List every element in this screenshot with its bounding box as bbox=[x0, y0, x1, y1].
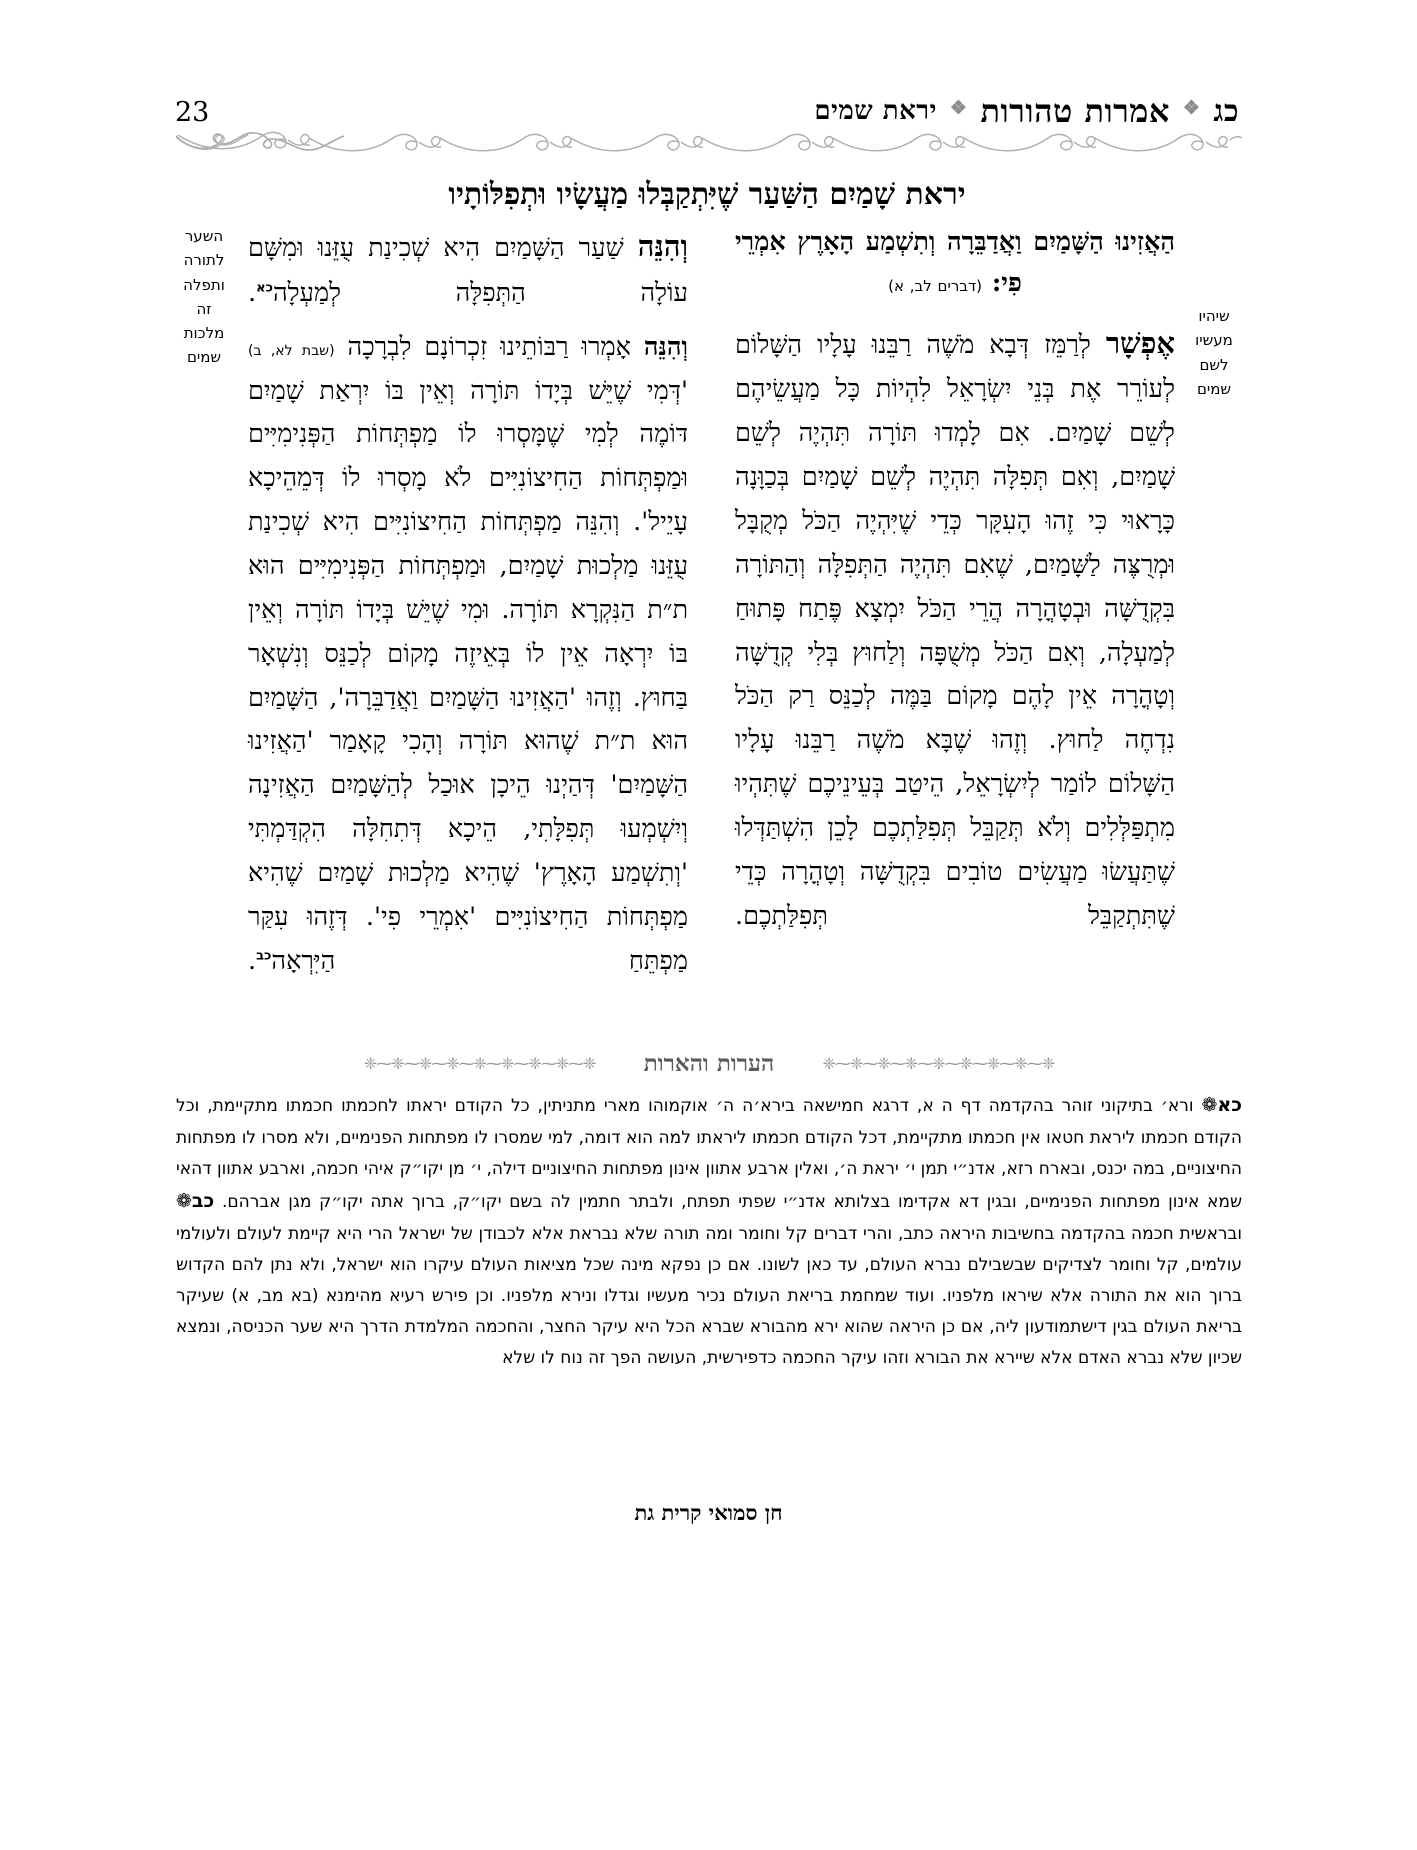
commentary-body bbox=[176, 1088, 1242, 1374]
ornament-left-icon: ❈⁓❈⁓❈⁓❈⁓❈⁓❈⁓❈⁓❈⁓❈ bbox=[822, 1053, 1055, 1073]
column-left bbox=[248, 222, 688, 984]
paragraph-text-cont: 'דְּמִי שֶׁיֵּשׁ בְּיָדוֹ תּוֹרָה וְאֵין בּוֹ יִרְאַת שָׁמַיִם דּוֹמֶה לְמִי שֶׁמָּסְרוּ לוֹ מַפְתְּחוֹת הַפְּנִימִיִּים וּמַפְתְּחוֹת הַחִיצוֹנִיִּים לֹא מָסְרוּ לוֹ דְּמֵהֵיכָא עָיֵיל'. וְהִנֵּה מַפְתְּחוֹת הַחִיצוֹנִיִּים הִיא שְׁכִינַת עֻזֵּנוּ מַלְכוּת שָׁמַיִם, וּמַפְתְּחוֹת הַפְּנִימִיִּים הוּא ת״ת הַנִּקְרָא תּוֹרָה. וּמִי שֶׁיֵּשׁ בְּיָדוֹ תּוֹרָה וְאֵין בּוֹ יִרְאָה אֵין לוֹ בְּאֵיזֶה מָקוֹם לְכַנֵּס וְנִשְׁאָר בַּחוּץ. וְזֶהוּ 'הַאֲזִינוּ הַשָּׁמַיִם וַאֲדַבֵּרָה', הַשָּׁמַיִם הוּא ת״ת שֶׁהוּא תּוֹרָה וְהָכִי קָאָמַר 'הַאֲזִינוּ הַשָּׁמַיִם' דְּהַיְנוּ הֵיכָן אוּכַל לְהַשָּׁמַיִם הַאֲזִינָה וְיִשְׁמְעוּ תְּפִלָּתִי, הֵיכָא דְּתִחִלָּה הִקְדַּמְתִּי 'וְתִשְׁמַע הָאָרֶץ' שֶׁהִיא מַלְכוּת שָׁמַיִם שֶׁהִיא מַפְתְּחוֹת הַחִיצוֹנִיִּים 'אִמְרֵי פִי'. דְּזֶהוּ עִקַּר מַפְתֵּחַ הַיִּרְאָה bbox=[248, 375, 688, 976]
verse-source: (דברים לב, א) bbox=[888, 277, 982, 296]
note-text-21: ורא׳ בתיקוני זוהר בהקדמה דף ה א, דרגא חמישאה בירא׳ה ה׳ אוקמוהו מארי מתניתין, כל הקודם יראתו לחכמתו חכמתו מתקיימת, וכל הקודם חכמתו ליראת חטאו אין חכמתו מתקיימת, דכל הקודם חכמתו ליראתו למה הוא דומה, למי שמסרו לו מפתחות הפנימיים, ולא מסרו לו מפתחות החיצוניים, במה יכנס, ובארח רזא, אדנ״י תמן י׳ יראת ה׳, ואלין ארבע אתוון אינון מפתחות החיצוניים דילה, י׳ מן יקו״ק איהי חכמה, וארבע אתוון דהאי שמא אינון מפתחות הפנימיים, ובגין דא אקדימו בצלותא אדנ״י שפתי תפתח, ולבתר חתמין לה בשם יקו״ק, ברוך אתה יקו״ק מגן אברהם. bbox=[176, 1096, 1242, 1213]
paragraph-left-2: וְהִנֵּה אָמְרוּ רַבּוֹתֵינוּ זִכְרוֹנָם לִבְרָכָה (שבת לא, ב) 'דְּמִי שֶׁיֵּשׁ בְּיָדוֹ תּוֹרָה וְאֵין בּוֹ יִרְאַת שָׁמַיִם דּוֹמֶה לְמִי שֶׁמָּסְרוּ לוֹ מַפְתְּחוֹת הַפְּנִימִיִּים וּמַפְתְּחוֹת הַחִיצוֹנִיִּים לֹא מָסְרוּ לוֹ דְּמֵהֵיכָא עָיֵיל'. וְהִנֵּה מַפְתְּחוֹת הַחִיצוֹנִיִּים הִיא שְׁכִינַת עֻזֵּנוּ מַלְכוּת שָׁמַיִם, וּמַפְתְּחוֹת הַפְּנִימִיִּים הוּא ת״ת הַנִּקְרָא תּוֹרָה. וּמִי שֶׁיֵּשׁ בְּיָדוֹ תּוֹרָה וְאֵין בּוֹ יִרְאָה אֵין לוֹ בְּאֵיזֶה מָקוֹם לְכַנֵּס וְנִשְׁאָר בַּחוּץ. וְזֶהוּ 'הַאֲזִינוּ הַשָּׁמַיִם וַאֲדַבֵּרָה', הַשָּׁמַיִם הוּא ת״ת שֶׁהוּא תּוֹרָה וְהָכִי קָאָמַר 'הַאֲזִינוּ הַשָּׁמַיִם' דְּהַיְנוּ הֵיכָן אוּכַל לְהַשָּׁמַיִם הַאֲזִינָה וְיִשְׁמְעוּ תְּפִלָּתִי, הֵיכָא דְּתִחִלָּה הִקְדַּמְתִּי 'וְתִשְׁמַע הָאָרֶץ' שֶׁהִיא מַלְכוּת שָׁמַיִם שֶׁהִיא מַפְתְּחוֹת הַחִיצוֹנִיִּים 'אִמְרֵי פִי'. דְּזֶהוּ עִקַּר מַפְתֵּחַ הַיִּרְאָה$^{כב}$. bbox=[248, 331, 689, 976]
column-right bbox=[735, 222, 1175, 939]
verse-text: הַאֲזִינוּ הַשָּׁמַיִם וַאֲדַבֵּרָה וְתִשְׁמַע הָאָרֶץ אִמְרֵי פִי: bbox=[735, 227, 1175, 299]
ornament-right-icon: ❈⁓❈⁓❈⁓❈⁓❈⁓❈⁓❈⁓❈⁓❈ bbox=[363, 1053, 596, 1073]
margin-gloss-left: השער לתורה ותפלה זה מלכות שמים bbox=[183, 227, 225, 367]
footnote-ref-21[interactable]: כא bbox=[256, 280, 273, 296]
commentary-note: כא❁ ורא׳ בתיקוני זוהר בהקדמה דף ה א, דרגא חמישאה בירא׳ה ה׳ אוקמוהו מארי מתניתין, כל הקודם יראתו לחכמתו חכמתו מתקיימת, וכל הקודם חכמתו ליראת חטאו אין חכמתו מתקיימת, דכל הקודם חכמתו ליראתו למה הוא דומה, למי שמסרו לו מפתחות הפנימיים, ולא מסרו לו מפתחות החיצוניים, במה יכנס, ובארח רזא, אדנ״י תמן י׳ יראת ה׳, ואלין ארבע אתוון אינון מפתחות החיצוניים דילה, י׳ מן יקו״ק איהי חכמה, וארבע אתוון דהאי שמא אינון מפתחות הפנימיים, ובגין דא אקדימו בצלותא אדנ״י שפתי תפתח, ולבתר חתמין לה בשם יקו״ק, ברוך אתה יקו״ק מגן אברהם. כב❁ ובראשית חכמה בהקדמה בחשיבות היראה כתב, והרי דברים קל וחומר ומה תורה שלא נבראת אלא לכבודן של ישראל הרי היא קיימת לעולם ולעולמי עולמים, קל וחומר לצדיקים שבשבילם נברא העולם, עד כאן לשונו. אם כן נפקא מינה שכל מציאות העולם עיקרו הוא ישראל, ולא נתן להם הקדוש ברוך הוא את התורה אלא שיראו מלפניו. ועוד שמחמת בריאת העולם נכיר מעשיו וגדלו ונירא מלפניו. וכן פירש רעיא מהימנא (בא מב, א) שעיקר בריאת העולם בגין דישתמודעון ליה, אם כן היראה שהוא ירא מהבורא שברא הכל היא עיקר החצר, והחכמה המלמדת הדרך היא שער הכניסה, ונמצא שכיון שלא נברא האדם אלא שיירא את הבורא וזהו עיקר החכמה כדפירשית, העושה הפך זה נוח לו שלא bbox=[176, 1094, 1243, 1368]
decorative-rule bbox=[176, 131, 1242, 157]
section-title: יראת שָׁמַיִם הַשַּׁעַר שֶׁיִּתְקַבְּלוּ מַעֲשָׂיו וּתְפִלּוֹתָיו bbox=[448, 177, 966, 212]
page-footer: חן סמואי קרית גת bbox=[634, 1500, 783, 1525]
footnote-ref-22[interactable]: כב bbox=[256, 948, 272, 964]
commentary-title: הערות והארות bbox=[643, 1049, 775, 1077]
talmud-source: (שבת לא, ב) bbox=[248, 342, 335, 359]
note-text-22: ובראשית חכמה בהקדמה בחשיבות היראה כתב, והרי דברים קל וחומר ומה תורה שלא נבראת אלא לכבודן של ישראל הרי היא קיימת לעולם ולעולמי עולמים, קל וחומר לצדיקים שבשבילם נברא העולם, עד כאן לשונו. אם כן נפקא מינה שכל מציאות העולם עיקרו הוא ישראל, ולא נתן להם הקדוש ברוך הוא את התורה אלא שיראו מלפניו. ועוד שמחמת בריאת העולם נכיר מעשיו וגדלו ונירא מלפניו. וכן פירש רעיא מהימנא (בא מב, א) שעיקר בריאת העולם בגין דישתמודעון ליה, אם כן היראה שהוא ירא מהבורא שברא הכל היא עיקר החצר, והחכמה המלמדת הדרך היא שער הכניסה, ונמצא שכיון שלא נברא האדם אלא שיירא את הבורא וזהו עיקר החכמה כדפירשית, העושה הפך זה נוח לו שלא bbox=[176, 1224, 1242, 1368]
paragraph-opening-word: אֶפְשָׁר bbox=[1105, 325, 1175, 360]
ornament-icon: ❖ bbox=[949, 96, 968, 119]
paragraph-opening-word: וְהִנֵּה bbox=[643, 331, 689, 362]
topic-title: יראת שמים bbox=[814, 96, 937, 126]
paragraph-text: אָמְרוּ רַבּוֹתֵינוּ זִכְרוֹנָם לִבְרָכָה bbox=[347, 331, 631, 362]
margin-gloss-right: שיהיו מעשיו לשם שמים bbox=[1195, 307, 1233, 398]
paragraph-opening-word: וְהִנֵּה bbox=[637, 229, 688, 263]
book-title: אמרות טהורות bbox=[980, 92, 1170, 130]
page-number: 23 bbox=[175, 96, 210, 128]
hebrew-page-number: כג bbox=[1213, 93, 1239, 129]
note-mark-21: כא bbox=[1217, 1094, 1243, 1116]
main-text-area bbox=[176, 222, 1241, 1012]
paragraph-text: שַׁעַר הַשָּׁמַיִם הִיא שְׁכִינַת עֻזֵּנוּ וּמִשָּׁם עוֹלָה הַתְּפִלָּה לְמַעְלָה bbox=[248, 233, 688, 308]
running-head-title bbox=[814, 92, 1239, 130]
running-head bbox=[175, 92, 1239, 136]
opening-verse bbox=[735, 222, 1175, 305]
paragraph-left-1: וְהִנֵּה שַׁעַר הַשָּׁמַיִם הִיא שְׁכִינַת עֻזֵּנוּ וּמִשָּׁם עוֹלָה הַתְּפִלָּה לְמַעְלָה$^{כא}$. bbox=[248, 229, 688, 308]
paragraph-right bbox=[735, 319, 1175, 939]
note-mark-22: כב bbox=[191, 1190, 215, 1213]
commentary-header bbox=[176, 1046, 1242, 1080]
ornament-icon: ❖ bbox=[1182, 96, 1201, 119]
paragraph-text: לְרַמֵּז דְּבָא מֹשֶׁה רַבֵּנוּ עָלָיו הַשָּׁלוֹם לְעוֹרֵר אֶת בְּנֵי יִשְׂרָאֵל לִהְיוֹת כָּל מַעֲשֵׂיהֶם לְשֵׁם שָׁמַיִם. אִם לָמְדוּ תּוֹרָה תִּהְיֶה לְשֵׁם שָׁמַיִם, וְאִם תְּפִלָּה תִּהְיֶה לְשֵׁם שָׁמַיִם בְּכַוָּנָה כָּרָאוּי כִּי זֶהוּ הָעִקָּר כְּדֵי שֶׁיִּהְיֶה הַכֹּל מְקֻבָּל וּמְרֻצֶּה לַשָּׁמַיִם, שֶׁאִם תִּהְיֶה הַתְּפִלָּה וְהַתּוֹרָה בִּקְדֻשָּׁה וּבְטָהֳרָה הֲרֵי הַכֹּל יִמְצָא פֶּתַח פָּתוּחַ לְמַעְלָה, וְאִם הַכֹּל מְשֻׁפָּה וְלַחוּץ בְּלִי קְדֻשָּׁה וְטָהֳרָה אֵין לָהֶם מָקוֹם בַּמֶּה לְכַנֵּס רַק הַכֹּל נִדְחֶה לַחוּץ. וְזֶהוּ שֶׁבָּא מֹשֶׁה רַבֵּנוּ עָלָיו הַשָּׁלוֹם לוֹמַר לְיִשְׂרָאֵל, הֵיטַב בְּעֵינֵיכֶם שֶׁתִּהְיוּ מִתְפַּלְּלִים וְלֹא תְּקַבֵּל תְּפִלַּתְכֶם לָכֵן הִשְׁתַּדְּלוּ שֶׁתַּעֲשׂוּ מַעֲשִׂים טוֹבִים בִּקְדֻשָּׁה וְטָהֳרָה כְּדֵי שֶׁתִּתְקַבֵּל תְּפִלַּתְכֶם. bbox=[735, 329, 1175, 931]
